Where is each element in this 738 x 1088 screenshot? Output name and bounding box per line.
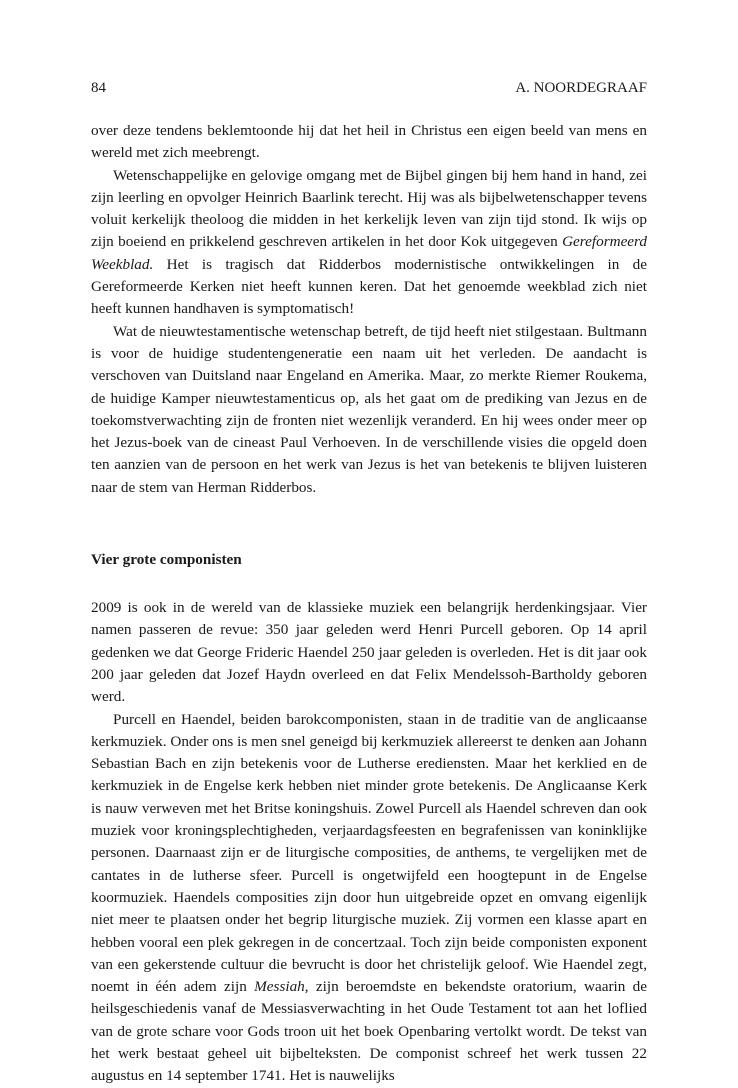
paragraph: over deze tendens beklemtoonde hij dat het heil in Christus een eigen beeld van mens en wereld met zich meebrengt.: [91, 122, 647, 162]
text-run: Wetenschappelijke en gelovige omgang met de Bijbel gingen bij hem hand in hand, zei zijn leerling en opvolger Heinrich Baarlink terecht. Hij was als bijbelwetenschapper tevens voluit kerkelijk theoloog die midden in het kerkelijk leven van zijn tijd stond. Ik wijs op zijn boeiend en prikkelend geschreven artikelen in het door Kok uitgegeven: [91, 166, 647, 251]
paragraph: [91, 165, 647, 321]
paragraph: 2009 is ook in de wereld van de klassieke muziek een belangrijk herdenkingsjaar. Vier namen passeren de revue: 350 jaar geleden werd Henri Purcell geboren. Op 14 april gedenken we dat George Frideric Haendel 250 jaar geleden is overleden. Het is dit jaar ook 200 jaar geleden dat Jozef Haydn overleed en dat Felix Mendelssoh-Bartholdy geboren werd.: [91, 599, 647, 706]
text-run: Het is tragisch dat Ridderbos modernistische ontwikkelingen in de Gereformeerde Kerken niet heeft kunnen keren. Dat het genoemde weekblad zich niet heeft kunnen handhaven is symptomatisch!: [91, 255, 647, 318]
section-heading: Vier grote componisten: [91, 551, 242, 569]
italic-title: Messiah: [254, 978, 305, 996]
body-text: [91, 120, 647, 1088]
paragraph: Wat de nieuwtestamentische wetenschap betreft, de tijd heeft niet stilgestaan. Bultmann is voor de huidige studentengeneratie een naam uit het verleden. De aandacht is verschoven van Duitsland naar Engeland en Amerika. Maar, zo merkte Riemer Roukema, de huidige Kamper nieuwtestamenticus op, als het gaat om de prediking van Jezus en de toekomstverwachting zijn de fronten niet wezenlijk veranderd. En hij wees onder meer op het Jezus-boek van de cineast Paul Verhoeven. In de verschillende visies die opgeld doen ten aanzien van de persoon en het werk van Jezus is het van betekenis te blijven luisteren naar de stem van Herman Ridderbos.: [91, 322, 647, 496]
italic-title: Gereformeerd Weekblad.: [91, 233, 647, 273]
page-number: 84: [91, 80, 106, 96]
paragraph: [91, 709, 647, 1088]
running-title: A. NOORDEGRAAF: [515, 80, 647, 96]
text-run: , zijn beroemdste en bekendste oratorium, waarin de heilsgeschiedenis vanaf de Messiasverwachting in het Oude Testament tot aan het loflied van de grote schare voor Gods troon uit het boek Openbaring vertolkt wordt. De tekst van het werk bestaat geheel uit bijbelteksten. De componist schreef het werk tussen 22 augustus en 14 september 1741. Het is nauwelijks: [91, 978, 648, 1085]
running-header: [91, 78, 647, 98]
text-run: Purcell en Haendel, beiden barokcomponisten, staan in de traditie van de anglicaanse kerkmuziek. Onder ons is men snel geneigd bij kerkmuziek allereerst te denken aan Johann Sebastian Bach en zijn betekenis voor de Lutherse erediensten. Maar het kerklied en de kerkmuziek in de Engelse kerk hebben niet minder grote betekenis. De Anglicaanse Kerk is nauw verweven met het Britse koningshuis. Zowel Purcell als Haendel schreven dan ook muziek voor kroningsplechtigheden, verjaardagsfeesten en begrafenissen van koninklijke personen. Daarnaast zijn er de liturgische composities, de anthems, te vergelijken met de cantates in de lutherse sfeer. Purcell is ongetwijfeld een hoogtepunt in de Engelse koormuziek. Haendels composities zijn door hun uitgebreide opzet en omvang eigenlijk niet meer te plaatsen onder het begrip liturgische muziek. Zij vormen een klasse apart en hebben vooral een plek gekregen in de concertzaal. Toch zijn beide componisten exponent van een gekerstende cultuur die bevrucht is door het christelijk geloof. Wie Haendel zegt, noemt in één adem zijn: [91, 710, 647, 996]
